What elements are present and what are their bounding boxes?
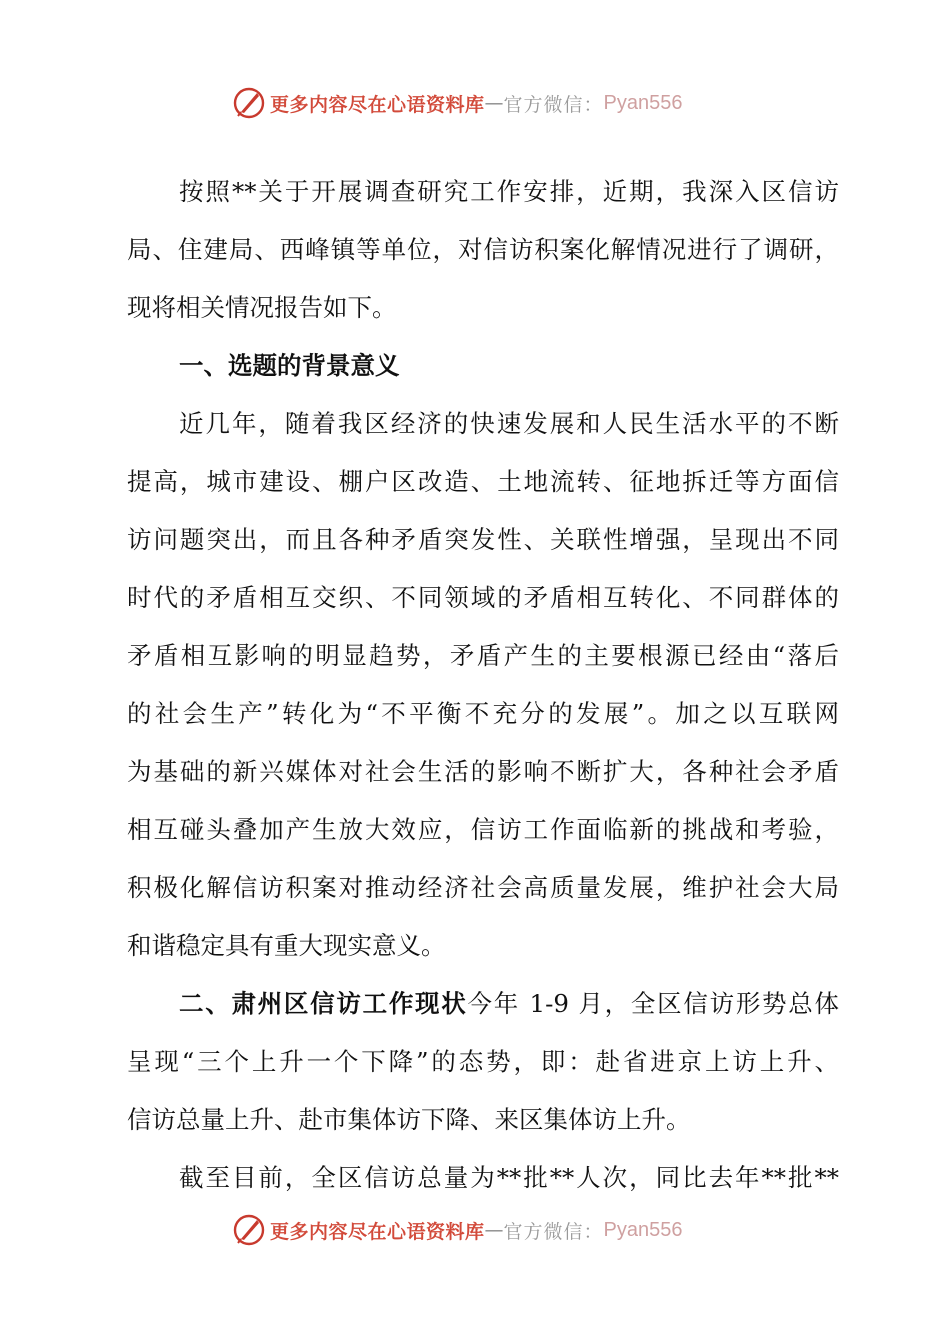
para2-line5: 矛盾相互影响的明显趋势，矛盾产生的主要根源已经由“落后 [127,641,839,670]
document-body [127,163,839,1207]
para2-line1: 近几年，随着我区经济的快速发展和人民生活水平的不断 [179,409,839,438]
para2-line6: 的社会生产”转化为“不平衡不充分的发展”。加之以互联网 [127,699,839,728]
section-heading-2: 二、肃州区信访工作现状 [179,989,468,1018]
banner-wechat-label: 官方微信： [503,93,604,116]
para2-line9: 积极化解信访积案对推动经济社会高质量发展，维护社会大局 [127,873,839,902]
para3-line3: 信访总量上升、赴市集体访下降、来区集体访上升。 [127,1105,691,1134]
para3-line2: 呈现“三个上升一个下降”的态势，即：赴省进京上访上升、 [127,1047,839,1076]
banner-main-text: 更多内容尽在心语资料库 [270,93,485,116]
banner-wechat-label: 官方微信： [503,1220,604,1243]
banner-dash: — [484,92,504,114]
para1-line3: 现将相关情况报告如下。 [127,293,397,322]
quill-logo-icon [232,86,266,120]
quill-logo-icon [232,1213,266,1247]
para2-line2: 提高，城市建设、棚户区改造、土地流转、征地拆迁等方面信 [127,467,839,496]
para4-line1: 截至目前，全区信访总量为**批**人次，同比去年**批** [179,1163,839,1192]
banner-dash: — [484,1219,504,1241]
header-banner [232,84,683,122]
para1-line1: 按照**关于开展调查研究工作安排，近期，我深入区信访 [179,177,839,206]
banner-wechat-id: Pyan556 [603,1218,683,1241]
para1-line2: 局、住建局、西峰镇等单位，对信访积案化解情况进行了调研， [127,235,839,264]
para3-line1 [127,975,839,1033]
para3-line1-text: 今年 1-9 月，全区信访形势总体 [467,989,840,1018]
para2-line8: 相互碰头叠加产生放大效应，信访工作面临新的挑战和考验， [127,815,839,844]
banner-wechat-id: Pyan556 [603,91,683,114]
para2-line4: 时代的矛盾相互交织、不同领域的矛盾相互转化、不同群体的 [127,583,839,612]
para2-line10: 和谐稳定具有重大现实意义。 [127,931,446,960]
section-heading-1: 一、选题的背景意义 [179,351,400,380]
para2-line7: 为基础的新兴媒体对社会生活的影响不断扩大，各种社会矛盾 [127,757,839,786]
footer-banner [232,1211,683,1249]
para2-line3: 访问题突出，而且各种矛盾突发性、关联性增强，呈现出不同 [127,525,839,554]
banner-main-text: 更多内容尽在心语资料库 [270,1220,485,1243]
